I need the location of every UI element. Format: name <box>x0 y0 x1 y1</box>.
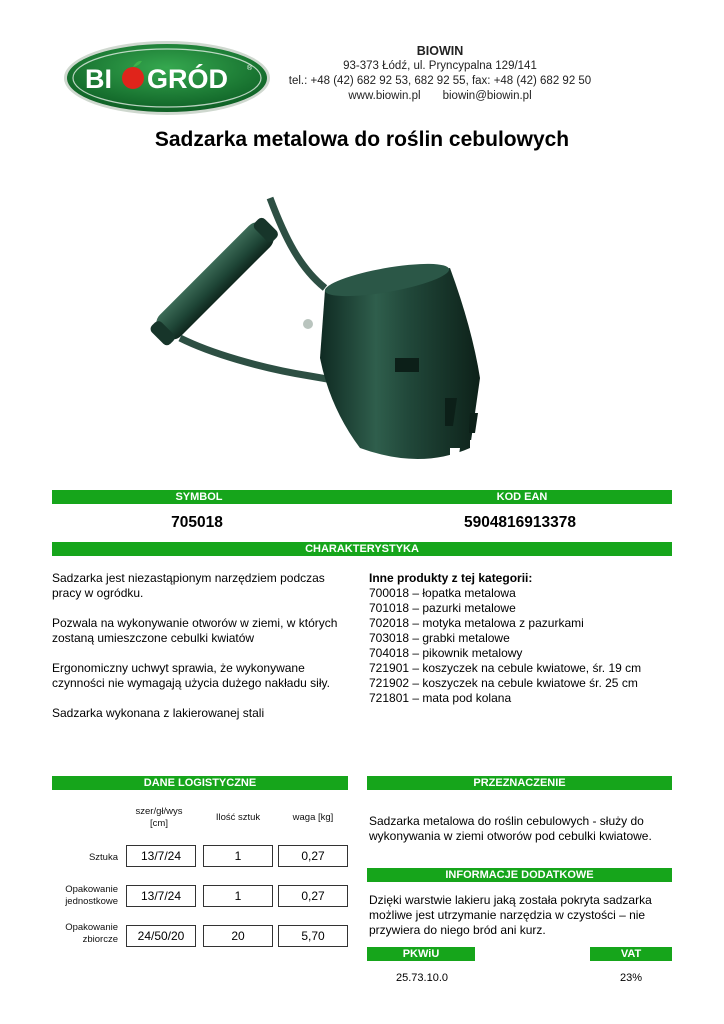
page-title: Sadzarka metalowa do roślin cebulowych <box>154 128 570 151</box>
list-item: 721901 – koszyczek na cebule kwiatowe, śr. 19 cm <box>369 661 642 675</box>
row-label-unit-package: Opakowanie jednostkowe <box>65 884 118 907</box>
biogrod-logo <box>63 40 271 116</box>
pkwiu-header: PKWiU <box>367 947 475 961</box>
cell-dimensions: 13/7/24 <box>126 845 196 867</box>
ean-label: KOD EAN <box>496 491 548 503</box>
vat-value: 23% <box>619 972 643 984</box>
description-paragraph: Ergonomiczny uchwyt sprawia, że wykonywane czynności nie wymagają użycia dużego nakładu siły. <box>52 661 330 690</box>
svg-text:®: ® <box>247 65 253 72</box>
company-info <box>280 44 600 104</box>
company-phone: tel.: +48 (42) 682 92 53, 682 92 55, fax: +48 (42) 682 92 50 <box>288 75 592 87</box>
cell-weight: 5,70 <box>278 925 348 947</box>
additional-info-header: INFORMACJE DODATKOWE <box>367 868 672 882</box>
cell-weight: 0,27 <box>278 885 348 907</box>
purpose-text: Sadzarka metalowa do roślin cebulowych - służy do wykonywania w ziemi otworów pod cebulki kwiatowe. <box>369 814 652 843</box>
vat-header: VAT <box>590 947 672 961</box>
logistics-header: DANE LOGISTYCZNE <box>52 776 348 790</box>
row-label-bulk-package: Opakowanie zbiorcze <box>65 922 118 945</box>
product-description <box>52 571 352 736</box>
characteristics-header: CHARAKTERYSTYKA <box>52 542 672 556</box>
pkwiu-value: 25.73.10.0 <box>396 972 448 984</box>
row-label-piece: Sztuka <box>88 852 118 863</box>
list-item: 721801 – mata pod kolana <box>369 691 512 705</box>
description-paragraph: Sadzarka wykonana z lakierowanej stali <box>52 706 265 720</box>
description-paragraph: Pozwala na wykonywanie otworów w ziemi, w których zostaną umieszczone cebulki kwiatów <box>52 616 338 645</box>
svg-text:BI: BI <box>85 64 112 94</box>
list-item: 702018 – motyka metalowa z pazurkami <box>369 616 584 630</box>
cell-weight: 0,27 <box>278 845 348 867</box>
ean-value: 5904816913378 <box>463 514 577 531</box>
company-website[interactable]: www.biowin.pl <box>348 90 421 102</box>
symbol-value: 705018 <box>171 514 223 531</box>
cell-quantity: 20 <box>203 925 273 947</box>
list-item: 704018 – pikownik metalowy <box>369 646 523 660</box>
company-name: BIOWIN <box>416 44 464 58</box>
svg-text:GRÓD: GRÓD <box>147 64 228 94</box>
column-header-weight: waga [kg] <box>292 812 334 823</box>
cell-quantity: 1 <box>203 845 273 867</box>
product-image <box>120 178 560 478</box>
column-header-dimensions: szer/gł/wys [cm] <box>135 806 183 829</box>
column-header-quantity: Ilość sztuk <box>215 812 261 823</box>
other-products-heading: Inne produkty z tej kategorii: <box>369 571 533 585</box>
list-item: 700018 – łopatka metalowa <box>369 586 516 600</box>
description-paragraph: Sadzarka jest niezastąpionym narzędziem podczas pracy w ogródku. <box>52 571 325 600</box>
symbol-label: SYMBOL <box>175 491 223 503</box>
additional-info-text: Dzięki warstwie lakieru jaką została pokryta sadzarka możliwe jest utrzymanie narzędzia w czystości – nie przywiera do niego bród ani kurz. <box>369 893 652 937</box>
list-item: 701018 – pazurki metalowe <box>369 601 516 615</box>
list-item: 703018 – grabki metalowe <box>369 631 510 645</box>
list-item: 721902 – koszyczek na cebule kwiatowe śr. 25 cm <box>369 676 638 690</box>
purpose-header: PRZEZNACZENIE <box>367 776 672 790</box>
company-email[interactable]: biowin@biowin.pl <box>442 90 532 102</box>
cell-dimensions: 13/7/24 <box>126 885 196 907</box>
other-products-list <box>369 571 689 706</box>
cell-quantity: 1 <box>203 885 273 907</box>
cell-dimensions: 24/50/20 <box>126 925 196 947</box>
symbol-ean-header-bar <box>52 490 672 504</box>
company-address: 93-373 Łódź, ul. Pryncypalna 129/141 <box>343 60 537 72</box>
